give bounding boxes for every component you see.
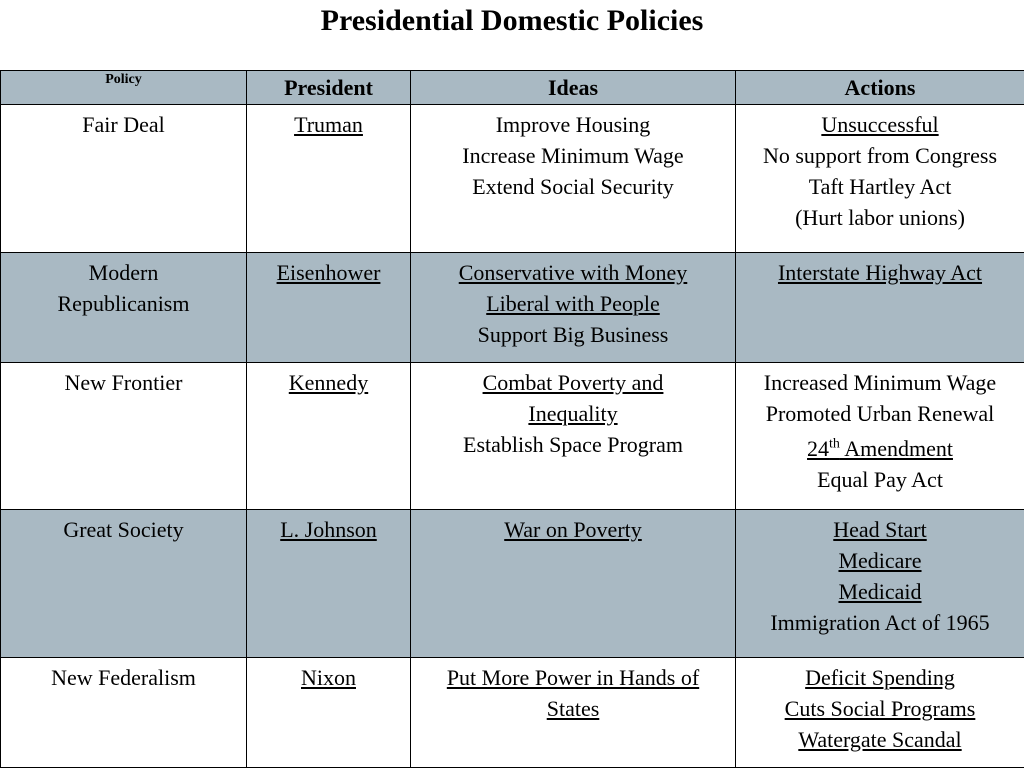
president-cell (247, 363, 411, 510)
policy-cell (1, 363, 247, 510)
action-item: Watergate Scandal (798, 727, 962, 752)
idea-item: Put More Power in Hands of (446, 665, 700, 690)
actions-cell (736, 510, 1024, 658)
policy-name: New Frontier (64, 370, 183, 395)
actions-cell (736, 363, 1024, 510)
idea-item: Conservative with Money (458, 260, 688, 285)
header-row (1, 71, 1024, 105)
action-item: Immigration Act of 1965 (770, 610, 990, 635)
president-name: L. Johnson (280, 517, 377, 542)
president-name: Truman (294, 112, 363, 137)
idea-item: Establish Space Program (463, 432, 683, 457)
president-name: Eisenhower (276, 260, 381, 285)
header-ideas: Ideas (411, 71, 736, 105)
idea-item: Combat Poverty and (482, 370, 664, 395)
idea-item: Increase Minimum Wage (462, 143, 684, 168)
policy-cell (1, 105, 247, 253)
president-cell (247, 105, 411, 253)
policies-table (0, 70, 1024, 768)
idea-item: Extend Social Security (472, 174, 674, 199)
idea-item: States (546, 696, 600, 721)
action-item: Head Start (833, 517, 927, 542)
action-item: Promoted Urban Renewal (765, 401, 995, 426)
actions-cell (736, 105, 1024, 253)
policy-name: Modern (88, 260, 159, 285)
table-body (1, 105, 1024, 768)
policy-cell (1, 658, 247, 768)
table-row (1, 253, 1024, 363)
ideas-cell (411, 105, 736, 253)
table-row (1, 658, 1024, 768)
table-row (1, 510, 1024, 658)
policy-name: New Federalism (51, 665, 196, 690)
ideas-cell (411, 253, 736, 363)
action-item: Medicare (838, 548, 922, 573)
idea-item: Improve Housing (495, 112, 651, 137)
policy-name: Republicanism (57, 291, 190, 316)
actions-cell (736, 658, 1024, 768)
header-president: President (247, 71, 411, 105)
action-item: Interstate Highway Act (777, 260, 983, 285)
president-cell (247, 253, 411, 363)
policy-name: Fair Deal (82, 112, 165, 137)
action-item: Unsuccessful (821, 112, 939, 137)
table-row (1, 363, 1024, 510)
header-policy: Policy (1, 71, 247, 105)
action-item: Increased Minimum Wage (763, 370, 997, 395)
president-cell (247, 658, 411, 768)
action-item: (Hurt labor unions) (795, 205, 965, 230)
idea-item: Liberal with People (486, 291, 660, 316)
header-actions: Actions (736, 71, 1024, 105)
action-item: Cuts Social Programs (784, 696, 976, 721)
idea-item: Support Big Business (477, 322, 669, 347)
action-item: No support from Congress (762, 143, 998, 168)
ideas-cell (411, 363, 736, 510)
idea-item: Inequality (528, 401, 618, 426)
action-item (738, 429, 1022, 464)
president-name: Kennedy (288, 370, 369, 395)
page-title: Presidential Domestic Policies (320, 4, 704, 37)
policy-cell (1, 510, 247, 658)
ordinal-suffix: th (829, 437, 840, 452)
action-item: Taft Hartley Act (808, 174, 952, 199)
ideas-cell (411, 510, 736, 658)
president-name: Nixon (301, 665, 356, 690)
policy-cell (1, 253, 247, 363)
table-row (1, 105, 1024, 253)
actions-cell (736, 253, 1024, 363)
action-item: Equal Pay Act (817, 467, 943, 493)
action-item: Deficit Spending (805, 665, 955, 690)
policy-name: Great Society (63, 517, 184, 542)
idea-item: War on Poverty (504, 517, 642, 542)
amendment-label: Amendment (839, 436, 953, 462)
ideas-cell (411, 658, 736, 768)
action-item: Medicaid (838, 579, 922, 604)
president-cell (247, 510, 411, 658)
amendment-number: 24 (807, 436, 830, 462)
